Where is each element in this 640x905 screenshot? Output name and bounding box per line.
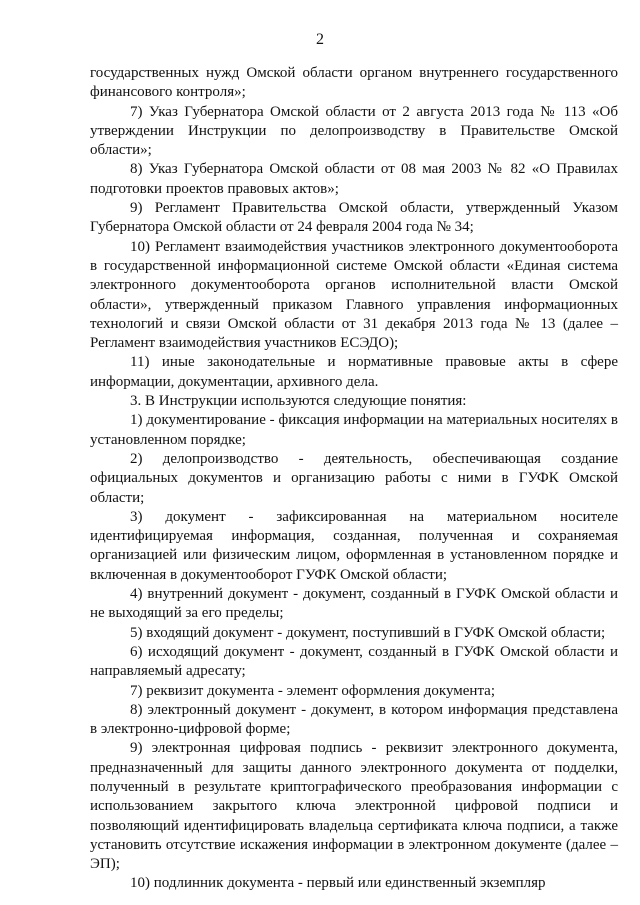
definition-9: 9) электронная цифровая подпись - реквизит электронного документа, предназначенный для защиты данного электронного документа от подделки, полученный в результате криптографического преобразования информации с использованием закрытого ключа электронной цифровой подписи и позволяющий идентифицировать владельца сертификата ключа подписи, а также установить отсутствие искажения информации в электронном документе (далее – ЭП);	[90, 740, 618, 873]
definition-7: 7) реквизит документа - элемент оформления документа;	[130, 682, 496, 699]
section-3-heading: 3. В Инструкции используются следующие понятия:	[130, 393, 467, 410]
definition-2: 2) делопроизводство - деятельность, обеспечивающая создание официальных документов и организацию работы с ними в ГУФК Омской области;	[90, 450, 618, 506]
page-number: 2	[316, 31, 324, 48]
definition-6: 6) исходящий документ - документ, созданный в ГУФК Омской области и направляемый адресату;	[90, 643, 618, 680]
document-body	[90, 64, 618, 894]
definition-5: 5) входящий документ - документ, поступивший в ГУФК Омской области;	[130, 624, 606, 641]
list-item-7-decree: 7) Указ Губернатора Омской области от 2 августа 2013 года № 113 «Об утверждении Инструкции по делопроизводству в Правительстве Омской области»;	[90, 103, 618, 159]
list-item-9-regulation: 9) Регламент Правительства Омской области, утвержденный Указом Губернатора Омской области от 24 февраля 2004 года № 34;	[90, 200, 618, 236]
definition-4: 4) внутренний документ - документ, созданный в ГУФК Омской области и не выходящий за его пределы;	[90, 586, 618, 622]
list-item-8-decree: 8) Указ Губернатора Омской области от 08 мая 2003 № 82 «О Правилах подготовки проектов правовых актов»;	[90, 161, 618, 197]
list-item-11-other-acts: 11) иные законодательные и нормативные правовые акты в сфере информации, документации, архивного дела.	[90, 354, 618, 390]
definition-10: 10) подлинник документа - первый или единственный экземпляр	[130, 875, 546, 892]
list-item-10-regulation: 10) Регламент взаимодействия участников электронного документооборота в государственной информационной системе Омской области «Единая система электронного документооборота органов исполнительной власти Омской области», утвержденный приказом Главного управления информационных технологий и связи Омской области от 31 декабря 2013 года № 13 (далее – Регламент взаимодействия участников ЕСЭДО);	[90, 238, 618, 352]
definition-8: 8) электронный документ - документ, в котором информация представлена в электронно-цифровой форме;	[90, 701, 618, 738]
definition-1: 1) документирование - фиксация информации на материальных носителях в установленном порядке;	[90, 412, 618, 448]
definition-3: 3) документ - зафиксированная на материальном носителе идентифицируемая информация, созданная, полученная и сохраняемая организацией или физическим лицом, оформленная в установленном порядке и включенная в документооборот ГУФК Омской области;	[90, 508, 618, 583]
paragraph-continuation: государственных нужд Омской области органом внутреннего государственного финансового контроля»;	[90, 65, 618, 101]
